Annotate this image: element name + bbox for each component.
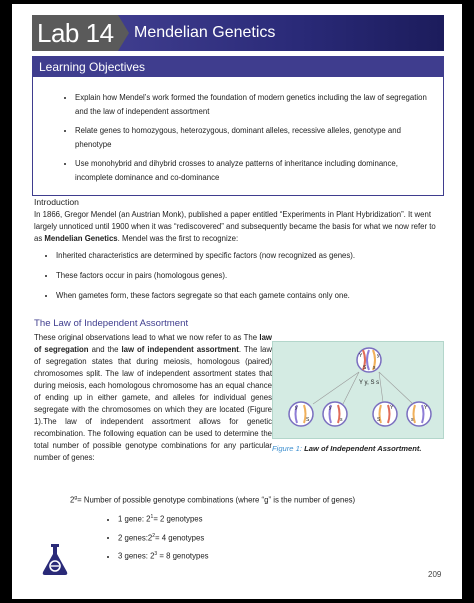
- law-bold-term: law of independent assortment: [121, 345, 239, 354]
- introduction-paragraph: [34, 209, 446, 245]
- genotype-formula: [70, 495, 355, 505]
- allele-label: S: [363, 365, 367, 371]
- figure-label: Figure 1:: [272, 444, 302, 453]
- introduction-bullets: [34, 250, 462, 310]
- gamete-cell: [407, 402, 431, 426]
- intro-text: In 1866, Gregor Mendel (an Austrian Monk), published a paper entitled “Experiments in Plant Hybridization”. It went largely unnoticed until 1900 when it was “rediscovered” and subsequently became the basis for what we now refer to as: [34, 210, 436, 243]
- parent-genotype-label: Y y, S s: [359, 380, 380, 386]
- law-paragraph: [34, 332, 272, 464]
- allele-label: y: [377, 353, 380, 359]
- law-text: . The law of segregation states that during meiosis, homologous (paired) chromosomes split. The law of independent assortment states that during meiosis, each homologous chromosome has an equal chance of ending up in either gamete, and alleles for individual genes segregate with the chromosomes on which they are located (Figure 1).The law of independent assortment allows for genetic recombination. The following equation can be used to determine the total number of possible genotype combinations for any particular number of genes:: [34, 345, 272, 462]
- law-heading: The Law of Independent Assortment: [34, 318, 189, 329]
- example-text: = 8 genotypes: [157, 551, 209, 561]
- introduction-heading: Introduction: [34, 197, 79, 207]
- figure-title: Law of Independent Assortment.: [304, 444, 422, 453]
- law-text: These original observations lead to what we now refer to as The: [34, 333, 260, 342]
- genotype-examples: [104, 512, 209, 568]
- example-exponent: 2: [152, 532, 156, 539]
- allele-label: Y: [359, 353, 363, 359]
- learning-objectives-box: [32, 56, 444, 196]
- objectives-list: [33, 91, 443, 184]
- allele-label: s: [340, 417, 343, 423]
- example-text: 1 gene: 2: [118, 514, 151, 524]
- example-text: = 2 genotypes: [153, 514, 203, 524]
- genotype-example: [118, 531, 209, 544]
- example-text: = 4 genotypes: [155, 533, 205, 543]
- allele-label: Y: [424, 405, 428, 411]
- intro-bold-term: Mendelian Genetics: [44, 234, 118, 243]
- allele-label: Y: [390, 405, 394, 411]
- objective-item: • Explain how Mendel’s work formed the foundation of modern genetics including the law of segregation and the law of independent assortment: [75, 91, 443, 118]
- allele-label: s: [373, 365, 376, 371]
- formula-exponent: g: [74, 495, 78, 501]
- lab-header: [12, 15, 444, 51]
- allele-label: S: [306, 417, 310, 423]
- formula-text: = Number of possible genotype combinations (where “g” is the number of genes): [77, 495, 356, 505]
- gamete-cell: [323, 402, 347, 426]
- allele-label: S: [377, 417, 381, 423]
- objective-item: • Use monohybrid and dihybrid crosses to analyze patterns of inheritance including dominance, incomplete dominance and co-dominance: [75, 157, 443, 184]
- formula-base: 2: [70, 495, 75, 505]
- objective-item: • Relate genes to homozygous, heterozygous, dominant alleles, recessive alleles, genotype and phenotype: [75, 124, 443, 151]
- intro-bullet: • When gametes form, these factors segregate so that each gamete contains only one.: [56, 290, 462, 301]
- assortment-figure: [272, 341, 444, 439]
- intro-bullet: • Inherited characteristics are determined by specific factors (now recognized as genes).: [56, 250, 462, 261]
- allele-label: y: [295, 405, 298, 411]
- figure-caption: [272, 444, 422, 453]
- genotype-example: [118, 512, 209, 525]
- example-text: 2 genes:2: [118, 533, 153, 543]
- flask-logo-icon: [40, 542, 70, 576]
- gamete-cell: [289, 402, 313, 426]
- lab-title: Mendelian Genetics: [118, 15, 444, 51]
- gamete-cell: [373, 402, 397, 426]
- example-exponent: 1: [150, 514, 154, 520]
- chromosome-diagram: [273, 342, 445, 440]
- law-text: and the: [88, 345, 122, 354]
- page-number: 209: [428, 570, 442, 579]
- lab-number: Lab 14: [32, 15, 118, 51]
- intro-text: . Mendel was the first to recognize:: [117, 234, 239, 243]
- intro-bullet: • These factors occur in pairs (homologous genes).: [56, 270, 462, 281]
- allele-label: s: [411, 417, 414, 423]
- learning-objectives-heading: Learning Objectives: [33, 57, 443, 77]
- allele-label: y: [329, 405, 332, 411]
- example-text: 3 genes: 2: [118, 551, 155, 561]
- example-exponent: 3: [154, 551, 158, 558]
- textbook-page: [12, 4, 462, 599]
- genotype-example: [118, 549, 209, 562]
- law-bold-term: law of segregation: [34, 333, 272, 354]
